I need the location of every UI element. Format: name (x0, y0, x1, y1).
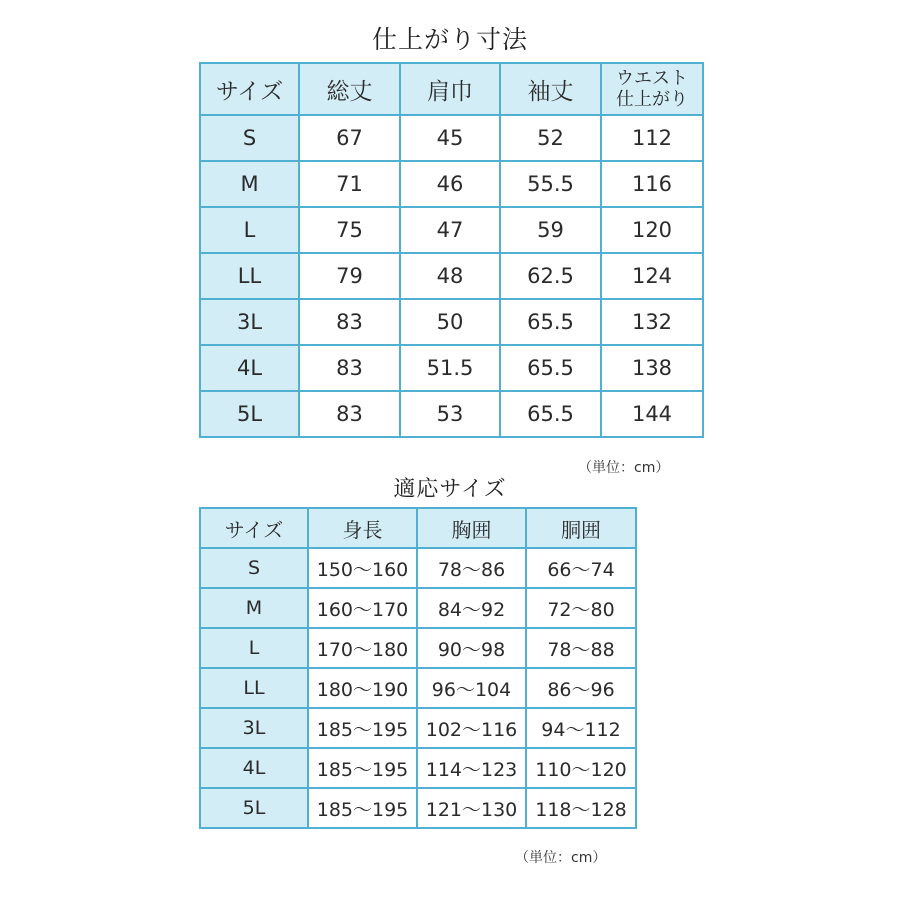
cell-chest: 102～116 (417, 708, 526, 748)
cell-chest: 114～123 (417, 748, 526, 788)
size-label: 3L (200, 708, 308, 748)
cell-total-length: 83 (299, 299, 400, 345)
header-height: 身長 (308, 508, 417, 548)
cell-total-length: 83 (299, 345, 400, 391)
table-row (200, 668, 636, 708)
cell-waist: 66～74 (526, 548, 636, 588)
cell-total-length: 83 (299, 391, 400, 437)
cell-chest: 84～92 (417, 588, 526, 628)
cell-sleeve-length: 55.5 (500, 161, 601, 207)
table-row (200, 345, 703, 391)
header-waist-finished (601, 63, 703, 115)
cell-height: 185～195 (308, 788, 417, 828)
cell-height: 180～190 (308, 668, 417, 708)
cell-waist: 94～112 (526, 708, 636, 748)
cell-height: 170～180 (308, 628, 417, 668)
cell-total-length: 79 (299, 253, 400, 299)
cell-total-length: 71 (299, 161, 400, 207)
size-label: L (200, 628, 308, 668)
cell-height: 160～170 (308, 588, 417, 628)
cell-waist: 132 (601, 299, 703, 345)
cell-chest: 121～130 (417, 788, 526, 828)
cell-height: 185～195 (308, 708, 417, 748)
fit-size-table (199, 507, 637, 829)
cell-shoulder-width: 53 (400, 391, 500, 437)
header-waist: 胴囲 (526, 508, 636, 548)
cell-chest: 78～86 (417, 548, 526, 588)
table-row (200, 391, 703, 437)
cell-waist: 78～88 (526, 628, 636, 668)
size-label: 5L (200, 391, 299, 437)
header-size: サイズ (200, 508, 308, 548)
cell-waist: 118～128 (526, 788, 636, 828)
finished-dimensions-title: 仕上がり寸法 (371, 25, 528, 54)
unit-note: （単位：cm） (515, 850, 607, 866)
table-row (200, 115, 703, 161)
cell-waist: 120 (601, 207, 703, 253)
cell-sleeve-length: 65.5 (500, 391, 601, 437)
table-header-row (200, 508, 636, 548)
table-row (200, 253, 703, 299)
cell-waist: 116 (601, 161, 703, 207)
cell-waist: 86～96 (526, 668, 636, 708)
table-row (200, 788, 636, 828)
cell-waist: 110～120 (526, 748, 636, 788)
size-label: M (200, 161, 299, 207)
table-header-row (200, 63, 703, 115)
size-label: M (200, 588, 308, 628)
table-row (200, 708, 636, 748)
cell-shoulder-width: 47 (400, 207, 500, 253)
cell-total-length: 75 (299, 207, 400, 253)
header-size: サイズ (200, 63, 299, 115)
size-label: 3L (200, 299, 299, 345)
cell-chest: 90～98 (417, 628, 526, 668)
size-label: S (200, 115, 299, 161)
cell-height: 185～195 (308, 748, 417, 788)
table-row (200, 628, 636, 668)
header-waist-line1: ウエスト (616, 68, 688, 89)
table-row (200, 161, 703, 207)
finished-dimensions-table (199, 62, 704, 438)
size-label: 4L (200, 748, 308, 788)
table-row (200, 207, 703, 253)
cell-shoulder-width: 45 (400, 115, 500, 161)
size-label: S (200, 548, 308, 588)
header-total-length: 総丈 (299, 63, 400, 115)
fit-size-title: 適応サイズ (393, 477, 507, 502)
cell-waist: 72～80 (526, 588, 636, 628)
cell-waist: 138 (601, 345, 703, 391)
cell-sleeve-length: 62.5 (500, 253, 601, 299)
cell-waist: 144 (601, 391, 703, 437)
header-chest: 胸囲 (417, 508, 526, 548)
size-label: LL (200, 253, 299, 299)
cell-shoulder-width: 48 (400, 253, 500, 299)
cell-shoulder-width: 51.5 (400, 345, 500, 391)
header-sleeve-length: 袖丈 (500, 63, 601, 115)
size-label: 4L (200, 345, 299, 391)
cell-sleeve-length: 65.5 (500, 345, 601, 391)
header-shoulder-width: 肩巾 (400, 63, 500, 115)
cell-chest: 96～104 (417, 668, 526, 708)
cell-sleeve-length: 59 (500, 207, 601, 253)
cell-sleeve-length: 65.5 (500, 299, 601, 345)
cell-sleeve-length: 52 (500, 115, 601, 161)
size-label: L (200, 207, 299, 253)
header-waist-line2: 仕上がり (616, 89, 688, 110)
cell-total-length: 67 (299, 115, 400, 161)
cell-waist: 124 (601, 253, 703, 299)
cell-shoulder-width: 46 (400, 161, 500, 207)
table-row (200, 588, 636, 628)
cell-height: 150～160 (308, 548, 417, 588)
table-row (200, 299, 703, 345)
unit-note: （単位：cm） (578, 460, 670, 476)
table-row (200, 548, 636, 588)
size-label: 5L (200, 788, 308, 828)
table-row (200, 748, 636, 788)
cell-waist: 112 (601, 115, 703, 161)
size-label: LL (200, 668, 308, 708)
cell-shoulder-width: 50 (400, 299, 500, 345)
